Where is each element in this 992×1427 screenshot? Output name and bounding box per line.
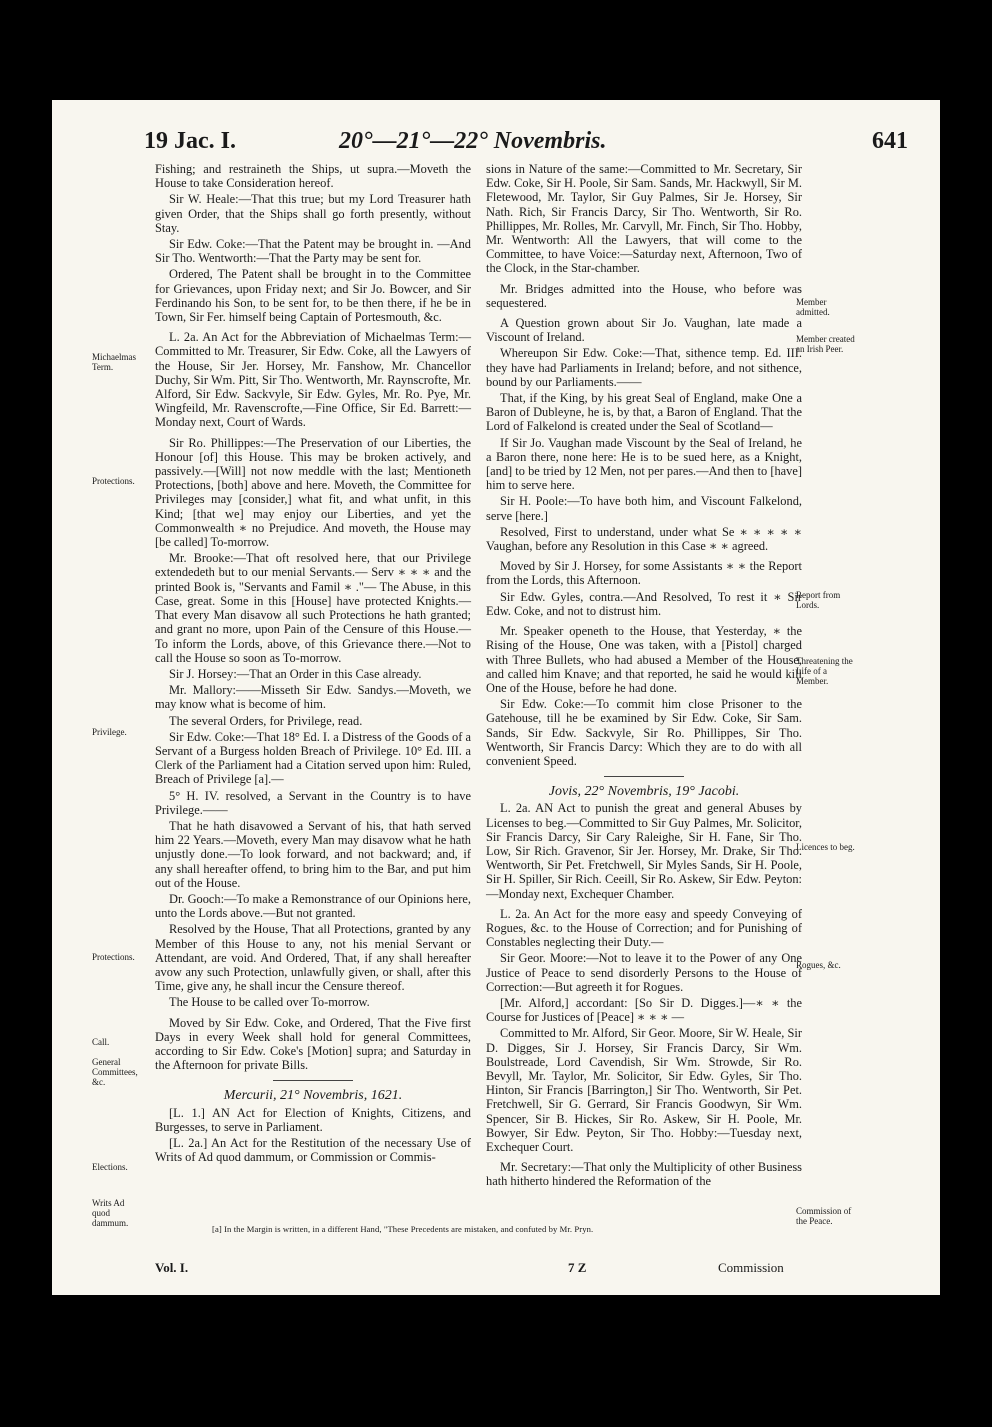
paragraph: Mr. Bridges admitted into the House, who before was sequestered. bbox=[486, 281, 802, 310]
paragraph: Committed to Mr. Alford, Sir Geor. Moore, Sir W. Heale, Sir D. Digges, Sir J. Horsey, Sir Francis Darcy, Sir Wm. Boulstreade, Lord Cavendish, Sir Wm. Strowde, Sir Ro. Bevyll, Mr. Taylor, Mr. Solicitor, Sir Edw. Gyles, Sir Tho. Hinton, Sir Francis [Barrington,] Sir Tho. Wentworth, Sir Pet. Fretchwell, Sir G. Gerrard, Sir Francis Goodwyn, Sir Wm. Spencer, Sir B. Hickes, Sir Ro. Askew, Sir H. Poole, Mr. Bowyer, Sir Edw. Peyton, Sir Tho. Hobby:—Tuesday next, Exchequer Court. bbox=[486, 1026, 802, 1154]
header-dates: 20°—21°—22° Novembris. bbox=[339, 128, 607, 154]
margin-note: Rogues, &c. bbox=[796, 960, 841, 970]
paragraph: Whereupon Sir Edw. Coke:—That, sithence temp. Ed. III. they have had Parliaments in Ireland; before, and not sithence, bound by our Parliaments.—— bbox=[486, 346, 802, 389]
section-heading-jovis: Jovis, 22° Novembris, 19° Jacobi. bbox=[548, 784, 740, 800]
paragraph: Sir H. Poole:—To have both him, and Viscount Falkelond, serve [here.] bbox=[486, 494, 802, 523]
paragraph: If Sir Jo. Vaughan made Viscount by the Seal of Ireland, he a Baron there, none here: He is to be sued here, as a Knight, [and] to be tried by 12 Men, not per pares.—And then to [have] him to serve here. bbox=[486, 435, 802, 493]
paragraph: Mr. Brooke:—That oft resolved here, that our Privilege extendedeth but to our menial Servants.— Serv ∗ ∗ ∗ and the printed Book is, "Servants and Famil ∗ ."— The Abuse, in this Case, great. Some in this [House] have protected Knights.—That every Man disavow all such Protections he hath granted; and grant no more, upon Pain of the Censure of this House.—To inform the Lords, above, of this Grievance there.—Not to call the House so soon as To-morrow. bbox=[155, 551, 471, 665]
paragraph: Mr. Mallory:——Misseth Sir Edw. Sandys.—Moveth, we may know what is become of him. bbox=[155, 683, 471, 712]
paragraph: Sir W. Heale:—That this true; but my Lord Treasurer hath given Order, that the Ships shall go forth presently, without Stay. bbox=[155, 192, 471, 235]
paragraph: That he hath disavowed a Servant of his, that hath served him 22 Years.—Moveth, every Man may disavow what he hath unjustly done.—To look forward, and not backward; and, if any shall hereafter offend, to bring him to the Bar, and put him out of the House. bbox=[155, 818, 471, 890]
margin-note: Member admitted. bbox=[796, 297, 830, 317]
paragraph: 5° H. IV. resolved, a Servant in the Country is to have Privilege.—— bbox=[155, 788, 471, 817]
volume-mark: Vol. I. bbox=[155, 1260, 189, 1275]
margin-note: Michaelmas Term. bbox=[92, 352, 136, 372]
paragraph: [L. 2a.] An Act for the Restitution of the necessary Use of Writs of Ad quod dammum, or Commission or Commis- bbox=[155, 1136, 471, 1165]
margin-note: Elections. bbox=[92, 1162, 128, 1172]
paragraph: L. 2a. An Act for the Abbreviation of Michaelmas Term:—Committed to Mr. Treasurer, Sir Edw. Coke, all the Lawyers of the House, Sir Jer. Horsey, Mr. Fanshow, Mr. Chancellor Duchy, Sir Wm. Pitt, Sir Tho. Wentworth, Mr. Raynscrofte, Mr. Alford, Sir Edw. Sackvyle, Sir Edw. Gyles, Mr. Ro. Pye, Mr. Wingfeild, Mr. Ravenscrofte,—Fine Office, Sir Ed. Barrett:—Monday next, Court of Wards. bbox=[155, 330, 471, 430]
document-page bbox=[52, 100, 940, 1295]
paragraph: Sir Ro. Phillippes:—The Preservation of our Liberties, the Honour [of] this House. This may be broken actively, and passively.—[Will] not now meddle with the last; Mentioneth Protections, [both] above and here. Moveth, the Committee for Privileges may [consider,] what fit, and what unfit, in this Kind; [that we] may enjoy our Liberties, and yet the Commonwealth ∗ no Prejudice. And moveth, the House may [be called] To-morrow. bbox=[155, 435, 471, 550]
paragraph: Moved by Sir J. Horsey, for some Assistants ∗ ∗ the Report from the Lords, this Afternoon. bbox=[486, 559, 802, 588]
paragraph: Fishing; and restraineth the Ships, ut supra.—Moveth the House to take Consideration hereof. bbox=[155, 162, 471, 191]
paragraph: Resolved, First to understand, under what Se ∗ ∗ ∗ ∗ ∗ Vaughan, before any Resolution in this Case ∗ ∗ agreed. bbox=[486, 524, 802, 554]
paragraph: [Mr. Alford,] accordant: [So Sir D. Digges.]—∗ ∗ the Course for Justices of [Peace] ∗ ∗ ∗ — bbox=[486, 995, 802, 1025]
margin-note: Member created an Irish Peer. bbox=[796, 334, 855, 354]
footnote: [a] In the Margin is written, in a different Hand, "These Precedents are mistaken, and confuted by Mr. Pryn. bbox=[212, 1224, 594, 1234]
section-divider bbox=[273, 1080, 353, 1081]
paragraph: Resolved by the House, That all Protections, granted by any Member of this House to any, not his menial Servant or Attendant, are void. And Ordered, That, if any shall hereafter avow any such Protection, unlawfully given, or shall, after this Time, give any, he shall incur the Censure thereof. bbox=[155, 922, 471, 994]
paragraph: Mr. Speaker openeth to the House, that Yesterday, ∗ the Rising of the House, One was taken, with a [Pistol] charged with Three Bullets, who had abused a Member of the House, and called him Knave; and that reported, he said he would kill One of the House, before he had done. bbox=[486, 624, 802, 695]
margin-note: Writs Ad quod dammum. bbox=[92, 1198, 129, 1228]
margin-note: Privilege. bbox=[92, 727, 127, 737]
paragraph: The several Orders, for Privilege, read. bbox=[169, 713, 363, 728]
right-column bbox=[486, 162, 802, 1191]
paragraph: Mr. Secretary:—That only the Multiplicity of other Business hath hitherto hindered the Reformation of the bbox=[486, 1160, 802, 1189]
section-heading-mercurii: Mercurii, 21° Novembris, 1621. bbox=[223, 1088, 403, 1104]
paragraph: Sir Edw. Gyles, contra.—And Resolved, To rest it ∗ Sir Edw. Coke, and not to distrust him. bbox=[486, 589, 802, 618]
margin-note: Report from Lords. bbox=[796, 590, 841, 610]
paragraph: A Question grown about Sir Jo. Vaughan, late made a Viscount of Ireland. bbox=[486, 316, 802, 345]
margin-note: Call. bbox=[92, 1037, 110, 1047]
paragraph: [L. 1.] AN Act for Election of Knights, Citizens, and Burgesses, to serve in Parliament. bbox=[155, 1105, 471, 1134]
paragraph: That, if the King, by his great Seal of England, make One a Baron of Dubleyne, he is, by that, a Baron of England. That the Lord of Falkelond is created under the Seal of Scotland— bbox=[486, 391, 802, 434]
margin-note: General Committees, &c. bbox=[92, 1057, 138, 1087]
header-reign: 19 Jac. I. bbox=[144, 128, 236, 154]
section-divider bbox=[604, 776, 684, 777]
margin-note: Threatening the Life of a Member. bbox=[796, 656, 853, 686]
paragraph: Sir Edw. Coke:—That the Patent may be brought in. —And Sir Tho. Wentworth:—That the Party may be sent for. bbox=[155, 237, 471, 266]
paragraph: Ordered, The Patent shall be brought in to the Committee for Grievances, upon Friday next; and Sir Jo. Bowcer, and Sir Ferdinando his Son, to be sent for, to be then there, if he be in Town, Sir Fer. himself being Captain of Portesmouth, &c. bbox=[155, 267, 471, 325]
left-column bbox=[155, 162, 471, 1166]
paragraph: sions in Nature of the same:—Committed to Mr. Secretary, Sir Edw. Coke, Sir H. Poole, Sir Sam. Sands, Mr. Hackwyll, Sir M. Fletewood, Mr. Taylor, Sir Guy Palmes, Sir Je. Horsey, Sir Nath. Rich, Sir Francis Darcy, Sir Tho. Wentworth, Sir Ro. Phillippes, Mr. Rolles, Mr. Carvyll, Mr. Finch, Sir Tho. Hobby, Mr. Wentworth: All the Lawyers, that will come to the Committee, to have Voice:—Saturday next, Afternoon, Two of the Clock, in the Star-chamber. bbox=[486, 162, 802, 276]
paragraph: The House to be called over To-morrow. bbox=[169, 995, 370, 1010]
paragraph: Sir Edw. Coke:—That 18° Ed. I. a Distress of the Goods of a Servant of a Burgess holden Breach of Privilege. 10° Ed. III. a Clerk of the Parliament had a Citation served upon him: Ruled, Breach of Privilege [a].— bbox=[155, 729, 471, 787]
margin-note: Licences to beg. bbox=[796, 842, 855, 852]
margin-note: Commission of the Peace. bbox=[796, 1206, 852, 1226]
paragraph: L. 2a. An Act for the more easy and speedy Conveying of Rogues, &c. to the House of Correction; and for Punishing of Constables neglecting their Duty.— bbox=[486, 906, 802, 950]
paragraph: Sir J. Horsey:—That an Order in this Case already. bbox=[169, 666, 422, 681]
running-header bbox=[144, 128, 908, 160]
paragraph: L. 2a. AN Act to punish the great and general Abuses by Licenses to beg.—Committed to Sir Guy Palmes, Mr. Solicitor, Sir Francis Darcy, Sir Cary Raleighe, Sir H. Fane, Sir Tho. Low, Sir Rich. Gravenor, Sir Jer. Horsey, Mr. Drake, Sir Tho. Wentworth, Sir Pet. Fretchwell, Sir Myles Sands, Sir H. Poole, Sir H. Spiller, Sir Rich. Ceeill, Sir Ro. Askew, Sir Edw. Peyton:—Monday next, Exchequer Chamber. bbox=[486, 801, 802, 901]
page-number: 641 bbox=[872, 128, 908, 154]
paragraph: Dr. Gooch:—To make a Remonstrance of our Opinions here, unto the Lords above.—But not granted. bbox=[155, 891, 471, 921]
margin-note: Protections. bbox=[92, 476, 135, 486]
paragraph: Sir Geor. Moore:—Not to leave it to the Power of any One Justice of Peace to send disorderly Persons to the House of Correction:—But agreeth it for Rogues. bbox=[486, 951, 802, 994]
paragraph: Moved by Sir Edw. Coke, and Ordered, That the Five first Days in every Week shall hold for general Committees, according to Sir Edw. Coke's [Motion] supra; and Saturday in the Afternoon for private Bills. bbox=[155, 1015, 471, 1073]
catchword: Commission bbox=[718, 1260, 784, 1275]
paragraph: Sir Edw. Coke:—To commit him close Prisoner to the Gatehouse, till he be examined by Sir Edw. Coke, Sir Sam. Sands, Sir Edw. Sackvyle, Sir Ro. Phillippes, Sir Tho. Wentworth, Sir Francis Darcy: Which they are to do with all convenient Speed. bbox=[486, 697, 802, 768]
signature-mark: 7 Z bbox=[568, 1260, 587, 1275]
margin-note: Protections. bbox=[92, 952, 135, 962]
